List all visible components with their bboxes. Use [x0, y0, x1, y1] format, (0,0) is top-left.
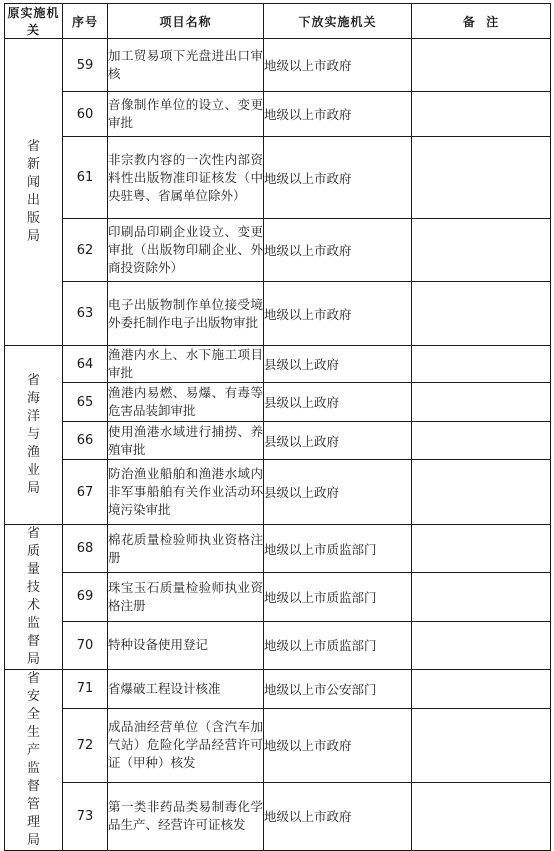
- agency-label: 省安全生产监督管理局: [26, 671, 40, 848]
- agency-cell: [5, 346, 63, 525]
- agency-label: 省海洋与渔业局: [26, 373, 40, 496]
- delegated-agency: 地级以上市政府: [264, 708, 412, 782]
- delegated-agency: 县级以上政府: [264, 346, 412, 383]
- delegated-agency: 地级以上市政府: [264, 282, 412, 346]
- remarks-cell: [412, 460, 551, 525]
- header-remarks: 备 注: [412, 4, 551, 39]
- row-number: 70: [63, 621, 108, 669]
- table-row: [5, 621, 551, 669]
- agency-cell: [5, 39, 63, 346]
- delegated-agency: 县级以上政府: [264, 460, 412, 525]
- row-number: 68: [63, 525, 108, 573]
- delegated-agency: 地级以上市质监部门: [264, 573, 412, 621]
- table-row: [5, 460, 551, 525]
- delegated-agency: 县级以上政府: [264, 422, 412, 460]
- item-name: 渔港内水上、水下施工项目审批: [108, 346, 264, 383]
- remarks-cell: [412, 39, 551, 92]
- delegated-agency: 地级以上市政府: [264, 782, 412, 850]
- remarks-cell: [412, 782, 551, 850]
- remarks-cell: [412, 346, 551, 383]
- item-name: 第一类非药品类易制毒化学品生产、经营许可证核发: [108, 782, 264, 850]
- item-name: 特种设备使用登记: [108, 621, 264, 669]
- row-number: 59: [63, 39, 108, 92]
- header-item-name: 项目名称: [108, 4, 264, 39]
- table-row: [5, 422, 551, 460]
- item-name: 防治渔业船舶和渔港水域内非军事船舶有关作业活动环境污染审批: [108, 460, 264, 525]
- table-row: [5, 782, 551, 850]
- agency-cell: [5, 525, 63, 670]
- remarks-cell: [412, 573, 551, 621]
- delegated-agency: 地级以上市质监部门: [264, 621, 412, 669]
- delegated-agency: 地级以上市质监部门: [264, 525, 412, 573]
- agency-label: 省新闻出版局: [26, 139, 40, 244]
- table-row: [5, 383, 551, 422]
- remarks-cell: [412, 525, 551, 573]
- item-name: 成品油经营单位（含汽车加气站）危险化学品经营许可证（甲种）核发: [108, 708, 264, 782]
- item-name: 使用渔港水域进行捕捞、养殖审批: [108, 422, 264, 460]
- table-row: [5, 670, 551, 709]
- remarks-cell: [412, 219, 551, 282]
- item-name: 音像制作单位的设立、变更审批: [108, 92, 264, 137]
- table-row: [5, 39, 551, 92]
- table-row: [5, 708, 551, 782]
- row-number: 65: [63, 383, 108, 422]
- row-number: 69: [63, 573, 108, 621]
- remarks-cell: [412, 708, 551, 782]
- item-name: 非宗教内容的一次性内部资料性出版物准印证核发（中央驻粤、省属单位除外）: [108, 137, 264, 219]
- row-number: 60: [63, 92, 108, 137]
- table-row: [5, 573, 551, 621]
- header-delegated-agency: 下放实施机关: [264, 4, 412, 39]
- remarks-cell: [412, 670, 551, 709]
- delegated-agency: 地级以上市政府: [264, 219, 412, 282]
- delegated-agency: 地级以上市政府: [264, 39, 412, 92]
- table-row: [5, 137, 551, 219]
- item-name: 电子出版物制作单位接受境外委托制作电子出版物审批: [108, 282, 264, 346]
- item-name: 珠宝玉石质量检验师执业资格注册: [108, 573, 264, 621]
- header-number: 序号: [63, 4, 108, 39]
- table-row: [5, 219, 551, 282]
- item-name: 印刷品印刷企业设立、变更审批（出版物印刷企业、外商投资除外）: [108, 219, 264, 282]
- delegated-agency: 地级以上市政府: [264, 92, 412, 137]
- row-number: 71: [63, 670, 108, 709]
- remarks-cell: [412, 621, 551, 669]
- row-number: 63: [63, 282, 108, 346]
- decentralization-table: [4, 3, 551, 851]
- table-row: [5, 525, 551, 573]
- item-name: 渔港内易燃、易爆、有毒等危害品装卸审批: [108, 383, 264, 422]
- row-number: 62: [63, 219, 108, 282]
- delegated-agency: 县级以上政府: [264, 383, 412, 422]
- row-number: 66: [63, 422, 108, 460]
- table-row: [5, 282, 551, 346]
- item-name: 省爆破工程设计核准: [108, 670, 264, 709]
- item-name: 加工贸易项下光盘进出口审核: [108, 39, 264, 92]
- row-number: 67: [63, 460, 108, 525]
- row-number: 73: [63, 782, 108, 850]
- remarks-cell: [412, 137, 551, 219]
- remarks-cell: [412, 282, 551, 346]
- remarks-cell: [412, 92, 551, 137]
- delegated-agency: 地级以上市公安部门: [264, 670, 412, 709]
- row-number: 72: [63, 708, 108, 782]
- delegated-agency: 地级以上市政府: [264, 137, 412, 219]
- row-number: 64: [63, 346, 108, 383]
- remarks-cell: [412, 422, 551, 460]
- agency-label: 省质量技术监督局: [26, 526, 40, 667]
- table-row: [5, 346, 551, 383]
- remarks-cell: [412, 383, 551, 422]
- table-header-row: [5, 4, 551, 39]
- row-number: 61: [63, 137, 108, 219]
- table-row: [5, 92, 551, 137]
- agency-cell: [5, 670, 63, 851]
- item-name: 棉花质量检验师执业资格注册: [108, 525, 264, 573]
- header-original-agency: 原实施机关: [5, 4, 63, 39]
